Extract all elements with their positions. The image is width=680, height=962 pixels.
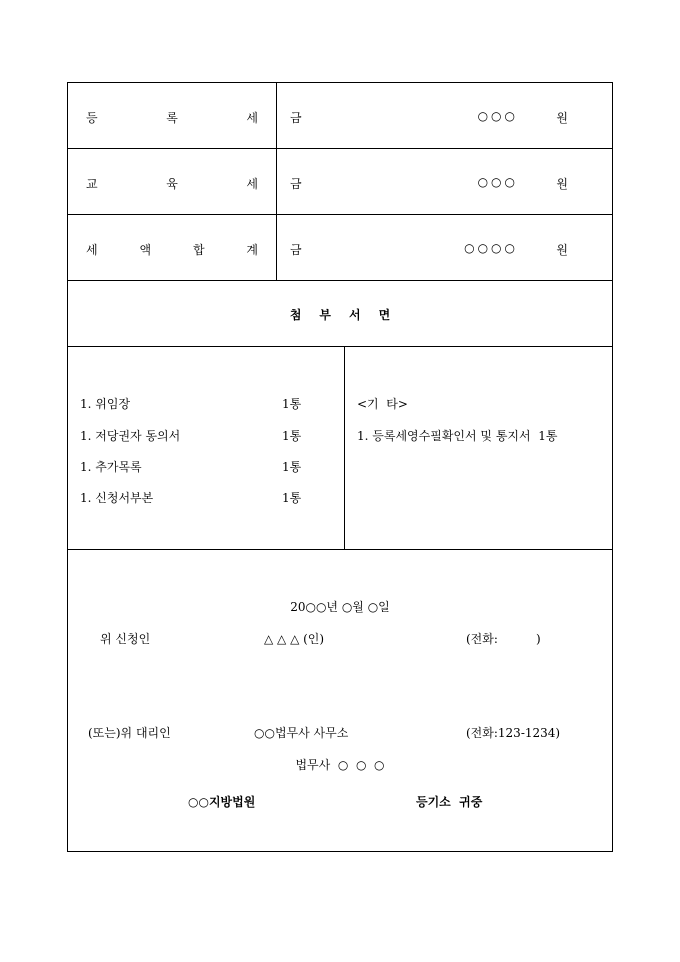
tax-label-char: 액	[139, 243, 152, 257]
attachments-title: 첨부서면	[289, 308, 409, 322]
tax-label-char: 합	[192, 243, 205, 257]
attachment-item: 1. 신청서부본	[80, 491, 154, 505]
applicant-phone: (전화: )	[466, 632, 541, 646]
attachment-count: 1통	[282, 397, 302, 411]
attachment-count: 1통	[282, 491, 302, 505]
tax-row-total	[68, 215, 612, 281]
tax-unit: 원	[556, 243, 568, 257]
other-attachments-header: <기 타>	[357, 397, 408, 411]
tax-label	[86, 241, 258, 258]
attachment-count: 1통	[282, 429, 302, 443]
divider	[276, 149, 277, 214]
divider	[344, 347, 345, 549]
other-attachment-item: 1. 등록세영수필확인서 및 통지서 1통	[357, 429, 558, 443]
tax-label-char: 록	[166, 111, 178, 125]
tax-label-char: 등	[86, 111, 98, 125]
tax-label-char: 세	[246, 111, 258, 125]
tax-row-registration	[68, 83, 612, 149]
tax-amount: ○○○	[477, 109, 518, 123]
tax-label-char: 세	[246, 177, 258, 191]
registry-recipient: 등기소 귀중	[416, 795, 483, 809]
agent-phone: (전화:123-1234)	[466, 726, 561, 740]
tax-row-education	[68, 149, 612, 215]
agent-name: 법무사 ○ ○ ○	[295, 758, 385, 772]
applicant-name: △ △ △ (인)	[264, 632, 325, 646]
application-date: 20○○년 ○월 ○일	[290, 600, 390, 614]
attachment-item: 1. 위임장	[80, 397, 131, 411]
attachments-title-row	[68, 281, 612, 347]
agent-label: (또는)위 대리인	[88, 726, 171, 740]
tax-amount: ○○○	[477, 175, 518, 189]
tax-unit: 원	[556, 177, 568, 191]
tax-geum: 금	[290, 111, 302, 125]
attachment-item: 1. 추가목록	[80, 460, 142, 474]
attachment-item: 1. 저당권자 동의서	[80, 429, 181, 443]
divider	[276, 215, 277, 280]
tax-label-char: 교	[86, 177, 98, 191]
tax-label	[86, 109, 258, 126]
divider	[276, 83, 277, 148]
applicant-label: 위 신청인	[100, 632, 151, 646]
tax-label-char: 육	[166, 177, 178, 191]
tax-unit: 원	[556, 111, 568, 125]
tax-geum: 금	[290, 177, 302, 191]
agent-office: ○○법무사 사무소	[254, 726, 349, 740]
tax-label	[86, 175, 258, 192]
tax-label-char: 세	[86, 243, 98, 257]
tax-amount: ○○○○	[464, 241, 518, 255]
tax-label-char: 계	[246, 243, 258, 257]
attachment-count: 1통	[282, 460, 302, 474]
tax-geum: 금	[290, 243, 302, 257]
registration-form	[67, 82, 613, 852]
court-name: ○○지방법원	[188, 795, 256, 809]
signature-section	[68, 550, 612, 851]
attachments-list-row	[68, 347, 612, 550]
